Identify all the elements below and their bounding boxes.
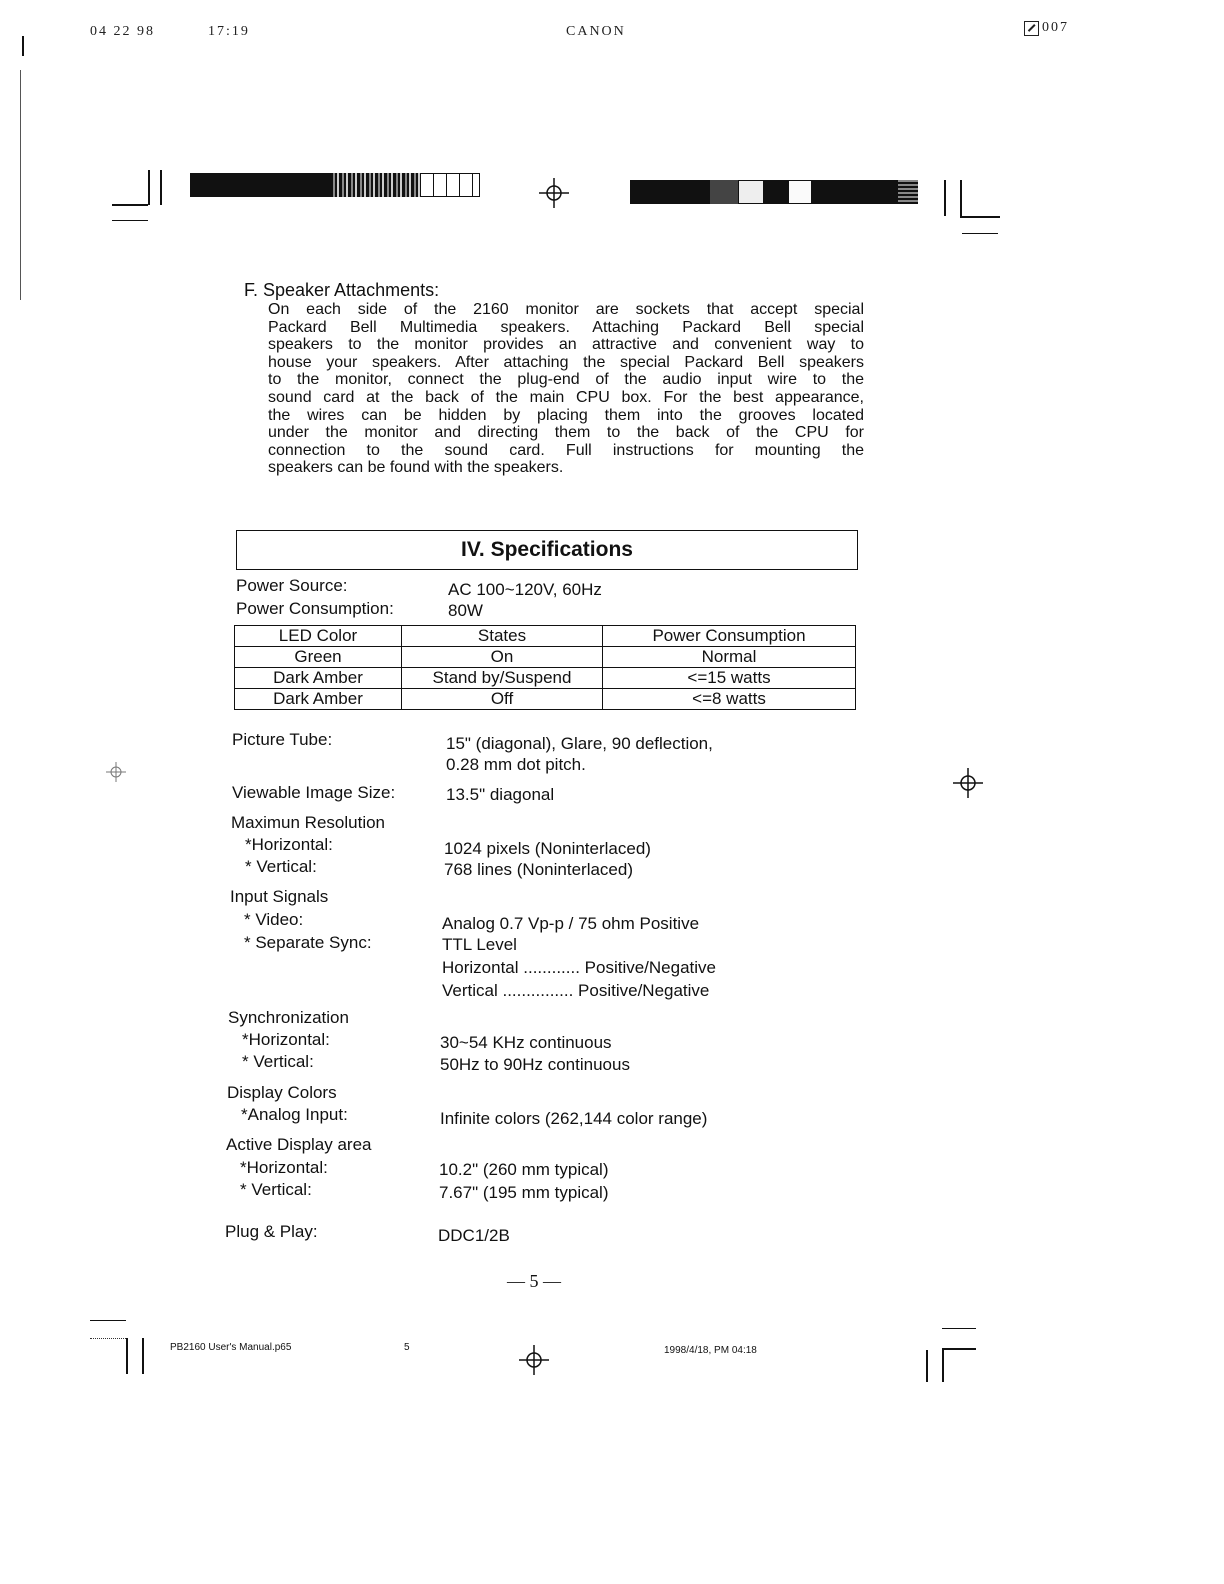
sync-v-value: 50Hz to 90Hz continuous — [440, 1055, 630, 1074]
margin-mark — [20, 70, 21, 300]
synchronization-label: Synchronization — [228, 1008, 349, 1027]
analog-input-label: *Analog Input: — [241, 1105, 348, 1124]
slug-timestamp: 1998/4/18, PM 04:18 — [664, 1345, 757, 1356]
paragraph-line: under the monitor and directing them to the back of the CPU for — [268, 424, 864, 442]
input-sync-value: TTL Level — [442, 935, 517, 954]
power-consumption-value: 80W — [448, 601, 483, 620]
sync-h-label: *Horizontal: — [242, 1030, 330, 1049]
input-sync-vertical: Vertical ............... Positive/Negative — [442, 981, 710, 1000]
fax-page — [1024, 20, 1069, 36]
table-row — [235, 668, 856, 689]
analog-input-value: Infinite colors (262,144 color range) — [440, 1109, 708, 1128]
margin-mark — [22, 36, 24, 56]
viewable-value: 13.5" diagonal — [446, 785, 555, 804]
section-f-paragraph — [268, 301, 864, 477]
table-header-cell: Power Consumption — [603, 626, 856, 647]
picture-tube-value: 0.28 mm dot pitch. — [446, 755, 586, 774]
max-resolution-h-value: 1024 pixels (Noninterlaced) — [444, 839, 651, 858]
table-cell: <=15 watts — [603, 668, 856, 689]
fax-page-icon — [1024, 21, 1039, 36]
page-number: — 5 — — [507, 1271, 561, 1291]
color-bar-right — [630, 180, 918, 204]
paragraph-line: sound card at the back of the main CPU box. For the best appearance, — [268, 388, 864, 406]
active-v-value: 7.67" (195 mm typical) — [439, 1183, 609, 1202]
input-sync-label: * Separate Sync: — [244, 933, 372, 952]
table-row — [235, 689, 856, 710]
table-cell: Green — [235, 647, 402, 668]
paragraph-line: On each side of the 2160 monitor are sockets that accept special — [268, 301, 864, 318]
input-sync-horizontal: Horizontal ............ Positive/Negative — [442, 958, 717, 977]
max-resolution-v-label: * Vertical: — [245, 857, 317, 876]
fax-sender: CANON — [566, 24, 626, 39]
active-display-label: Active Display area — [226, 1135, 372, 1154]
registration-mark-top — [539, 178, 569, 208]
active-h-label: *Horizontal: — [240, 1158, 328, 1177]
registration-mark-bottom — [519, 1345, 549, 1375]
power-source-value: AC 100~120V, 60Hz — [448, 580, 602, 599]
paragraph-line: house your speakers. After attaching the special Packard Bell speakers — [268, 353, 864, 371]
fax-date: 04 22 98 — [90, 24, 155, 39]
table-header-row — [235, 626, 856, 647]
sync-v-label: * Vertical: — [242, 1052, 314, 1071]
table-header-cell: States — [402, 626, 603, 647]
max-resolution-label: Maximun Resolution — [231, 813, 386, 832]
table-cell: Stand by/Suspend — [402, 668, 603, 689]
active-v-label: * Vertical: — [240, 1180, 312, 1199]
table-cell: Off — [402, 689, 603, 710]
table-cell: Normal — [603, 647, 856, 668]
input-video-value: Analog 0.7 Vp-p / 75 ohm Positive — [442, 914, 700, 933]
crop-mark-bottom-right — [924, 1328, 980, 1384]
table-cell: On — [402, 647, 603, 668]
input-signals-label: Input Signals — [230, 887, 329, 906]
paragraph-line: to the monitor, connect the plug-end of the audio input wire to the — [268, 371, 864, 389]
table-cell: <=8 watts — [603, 689, 856, 710]
picture-tube-label: Picture Tube: — [232, 730, 333, 749]
paragraph-line: connection to the sound card. Full instructions for mounting the — [268, 441, 864, 459]
paragraph-line: the wires can be hidden by placing them into the grooves located — [268, 406, 864, 424]
power-source-label: Power Source: — [236, 576, 348, 595]
max-resolution-v-value: 768 lines (Noninterlaced) — [444, 860, 633, 879]
picture-tube-value: 15" (diagonal), Glare, 90 deflection, — [446, 734, 713, 753]
registration-mark-left — [104, 760, 128, 784]
plug-and-play-value: DDC1/2B — [438, 1226, 510, 1245]
fax-time: 17:19 — [208, 24, 250, 39]
crop-mark-top-right — [944, 180, 1000, 240]
slug-filename: PB2160 User's Manual.p65 — [170, 1342, 292, 1353]
section-f-heading: F. Speaker Attachments: — [244, 280, 440, 300]
specifications-title: IV. Specifications — [236, 530, 858, 570]
crop-mark-top-left — [112, 170, 172, 240]
fax-page-number: 007 — [1042, 20, 1069, 35]
slug-page: 5 — [404, 1342, 410, 1353]
table-row — [235, 647, 856, 668]
display-colors-label: Display Colors — [227, 1083, 337, 1102]
input-video-label: * Video: — [244, 910, 304, 929]
viewable-label: Viewable Image Size: — [232, 783, 396, 802]
registration-mark-right — [953, 768, 983, 798]
table-header-cell: LED Color — [235, 626, 402, 647]
max-resolution-h-label: *Horizontal: — [245, 835, 333, 854]
led-table — [234, 625, 856, 710]
plug-and-play-label: Plug & Play: — [225, 1222, 318, 1241]
table-cell: Dark Amber — [235, 668, 402, 689]
active-h-value: 10.2" (260 mm typical) — [439, 1160, 609, 1179]
power-consumption-label: Power Consumption: — [236, 599, 394, 618]
color-bar-left — [190, 173, 480, 197]
paragraph-line: Packard Bell Multimedia speakers. Attaching Packard Bell special — [268, 318, 864, 336]
table-cell: Dark Amber — [235, 689, 402, 710]
paragraph-line: speakers can be found with the speakers. — [268, 459, 564, 477]
crop-mark-bottom-left — [90, 1318, 150, 1378]
sync-h-value: 30~54 KHz continuous — [440, 1033, 612, 1052]
paragraph-line: speakers to the monitor provides an attractive and convenient way to — [268, 336, 864, 354]
